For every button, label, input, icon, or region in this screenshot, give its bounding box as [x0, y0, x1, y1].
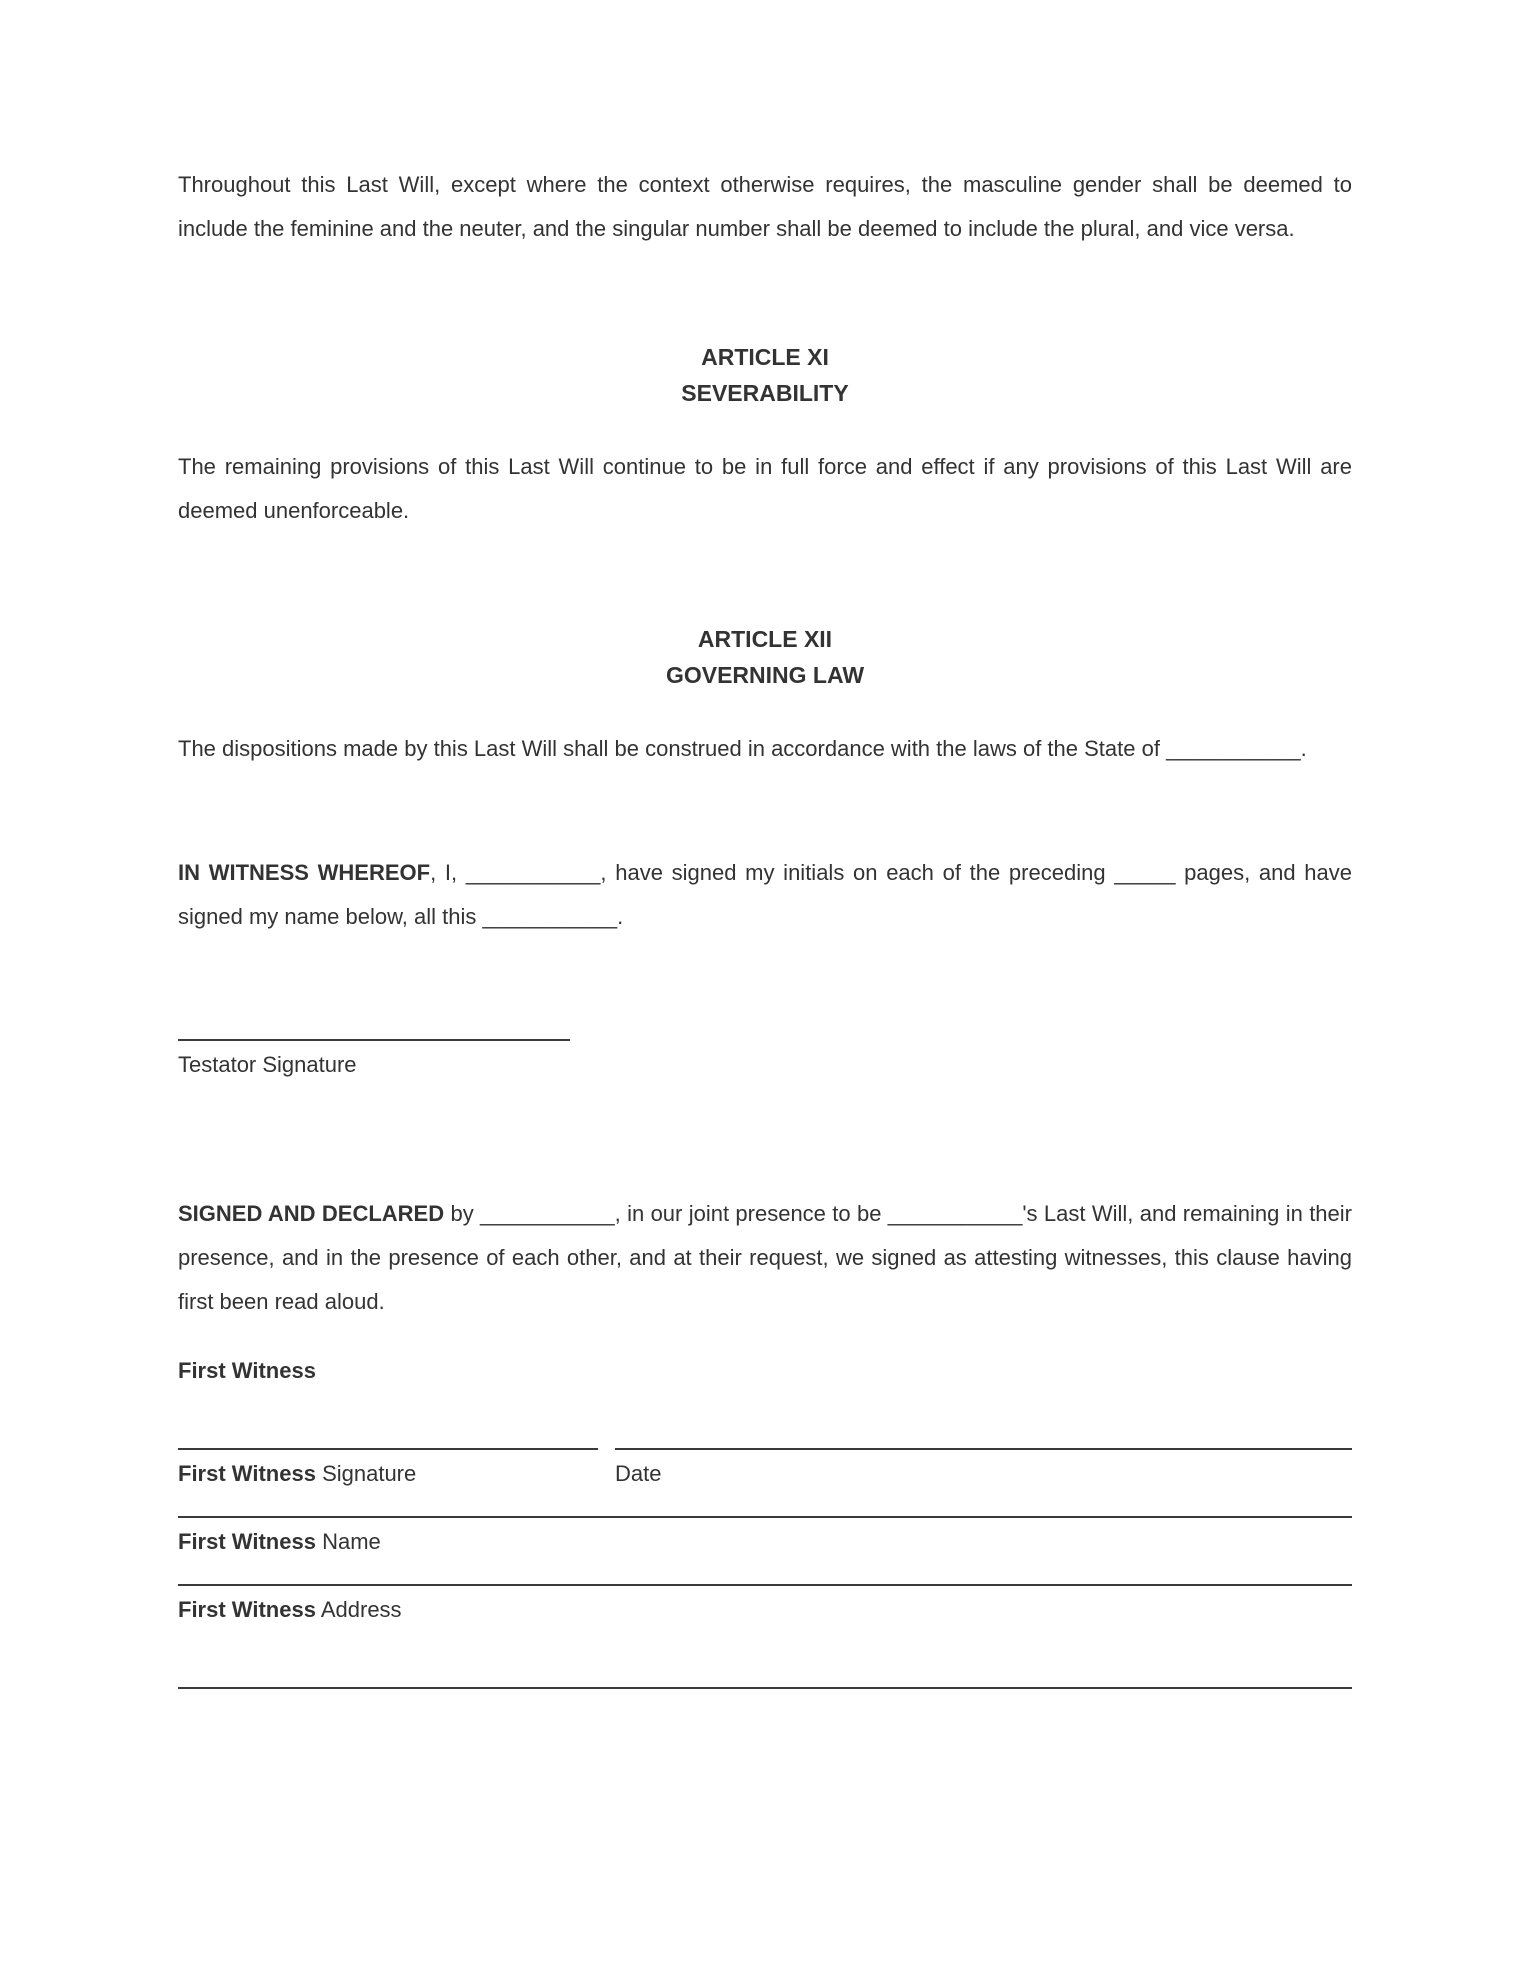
first-witness-name-label	[178, 1518, 1352, 1564]
signed-declared-text: by ___________, in our joint presence to be ___________'s Last Will, and remaining in their presence, and in the presence of each other, and at their request, we signed as attesting witnesses, this clause having first been read aloud.	[178, 1201, 1352, 1314]
first-witness-signature-field	[178, 1448, 598, 1496]
first-witness-name-label-rest: Name	[315, 1529, 381, 1554]
first-witness-address-field	[178, 1584, 1352, 1632]
first-witness-signature-label-rest: Signature	[315, 1461, 417, 1486]
first-witness-address-label-bold: First Witness	[178, 1597, 316, 1622]
article-xi-heading-block	[178, 339, 1352, 411]
first-witness-signature-label	[178, 1450, 598, 1496]
article-xi-subtitle: SEVERABILITY	[681, 380, 849, 406]
governing-law-paragraph	[178, 727, 1352, 771]
first-witness-name-field	[178, 1516, 1352, 1564]
article-xii-subtitle: GOVERNING LAW	[665, 662, 865, 688]
testator-signature-label: Testator Signature	[178, 1052, 357, 1077]
witness-whereof-text: , I, ___________, have signed my initials on each of the preceding _____ pages, and have signed my name below, all this ___________.	[178, 860, 1353, 929]
first-witness-name-label-bold: First Witness	[178, 1529, 316, 1554]
witness-whereof-lead: IN WITNESS WHEREOF	[178, 860, 431, 885]
article-xii-title: ARTICLE XII	[697, 626, 833, 652]
signed-declared-paragraph	[178, 1192, 1352, 1324]
first-witness-address-label	[178, 1586, 1352, 1632]
first-witness-date-label: Date	[615, 1461, 662, 1486]
witness-whereof-paragraph	[178, 851, 1352, 939]
first-witness-address-label-rest: Address	[315, 1597, 402, 1622]
bottom-rule-line	[178, 1687, 1352, 1689]
first-witness-date-field	[615, 1448, 1352, 1496]
article-xi-title: ARTICLE XI	[701, 344, 829, 370]
severability-text: The remaining provisions of this Last Will continue to be in full force and effect if any provisions of this Last Will are deemed unenforceable.	[178, 454, 1352, 523]
gender-clause-text: Throughout this Last Will, except where the context otherwise requires, the masculine gender shall be deemed to include the feminine and the neuter, and the singular number shall be deemed to include the plural, and vice versa.	[178, 172, 1352, 241]
governing-law-text: The dispositions made by this Last Will shall be construed in accordance with the laws of the State of ___________.	[178, 736, 1307, 761]
first-witness-heading: First Witness	[178, 1358, 316, 1383]
first-witness-signature-date-row	[178, 1448, 1352, 1496]
severability-paragraph	[178, 445, 1352, 533]
article-xii-heading-block	[178, 621, 1352, 693]
first-witness-signature-label-bold: First Witness	[178, 1461, 316, 1486]
gender-clause-paragraph	[178, 163, 1352, 251]
signed-declared-lead: SIGNED AND DECLARED	[178, 1201, 445, 1226]
